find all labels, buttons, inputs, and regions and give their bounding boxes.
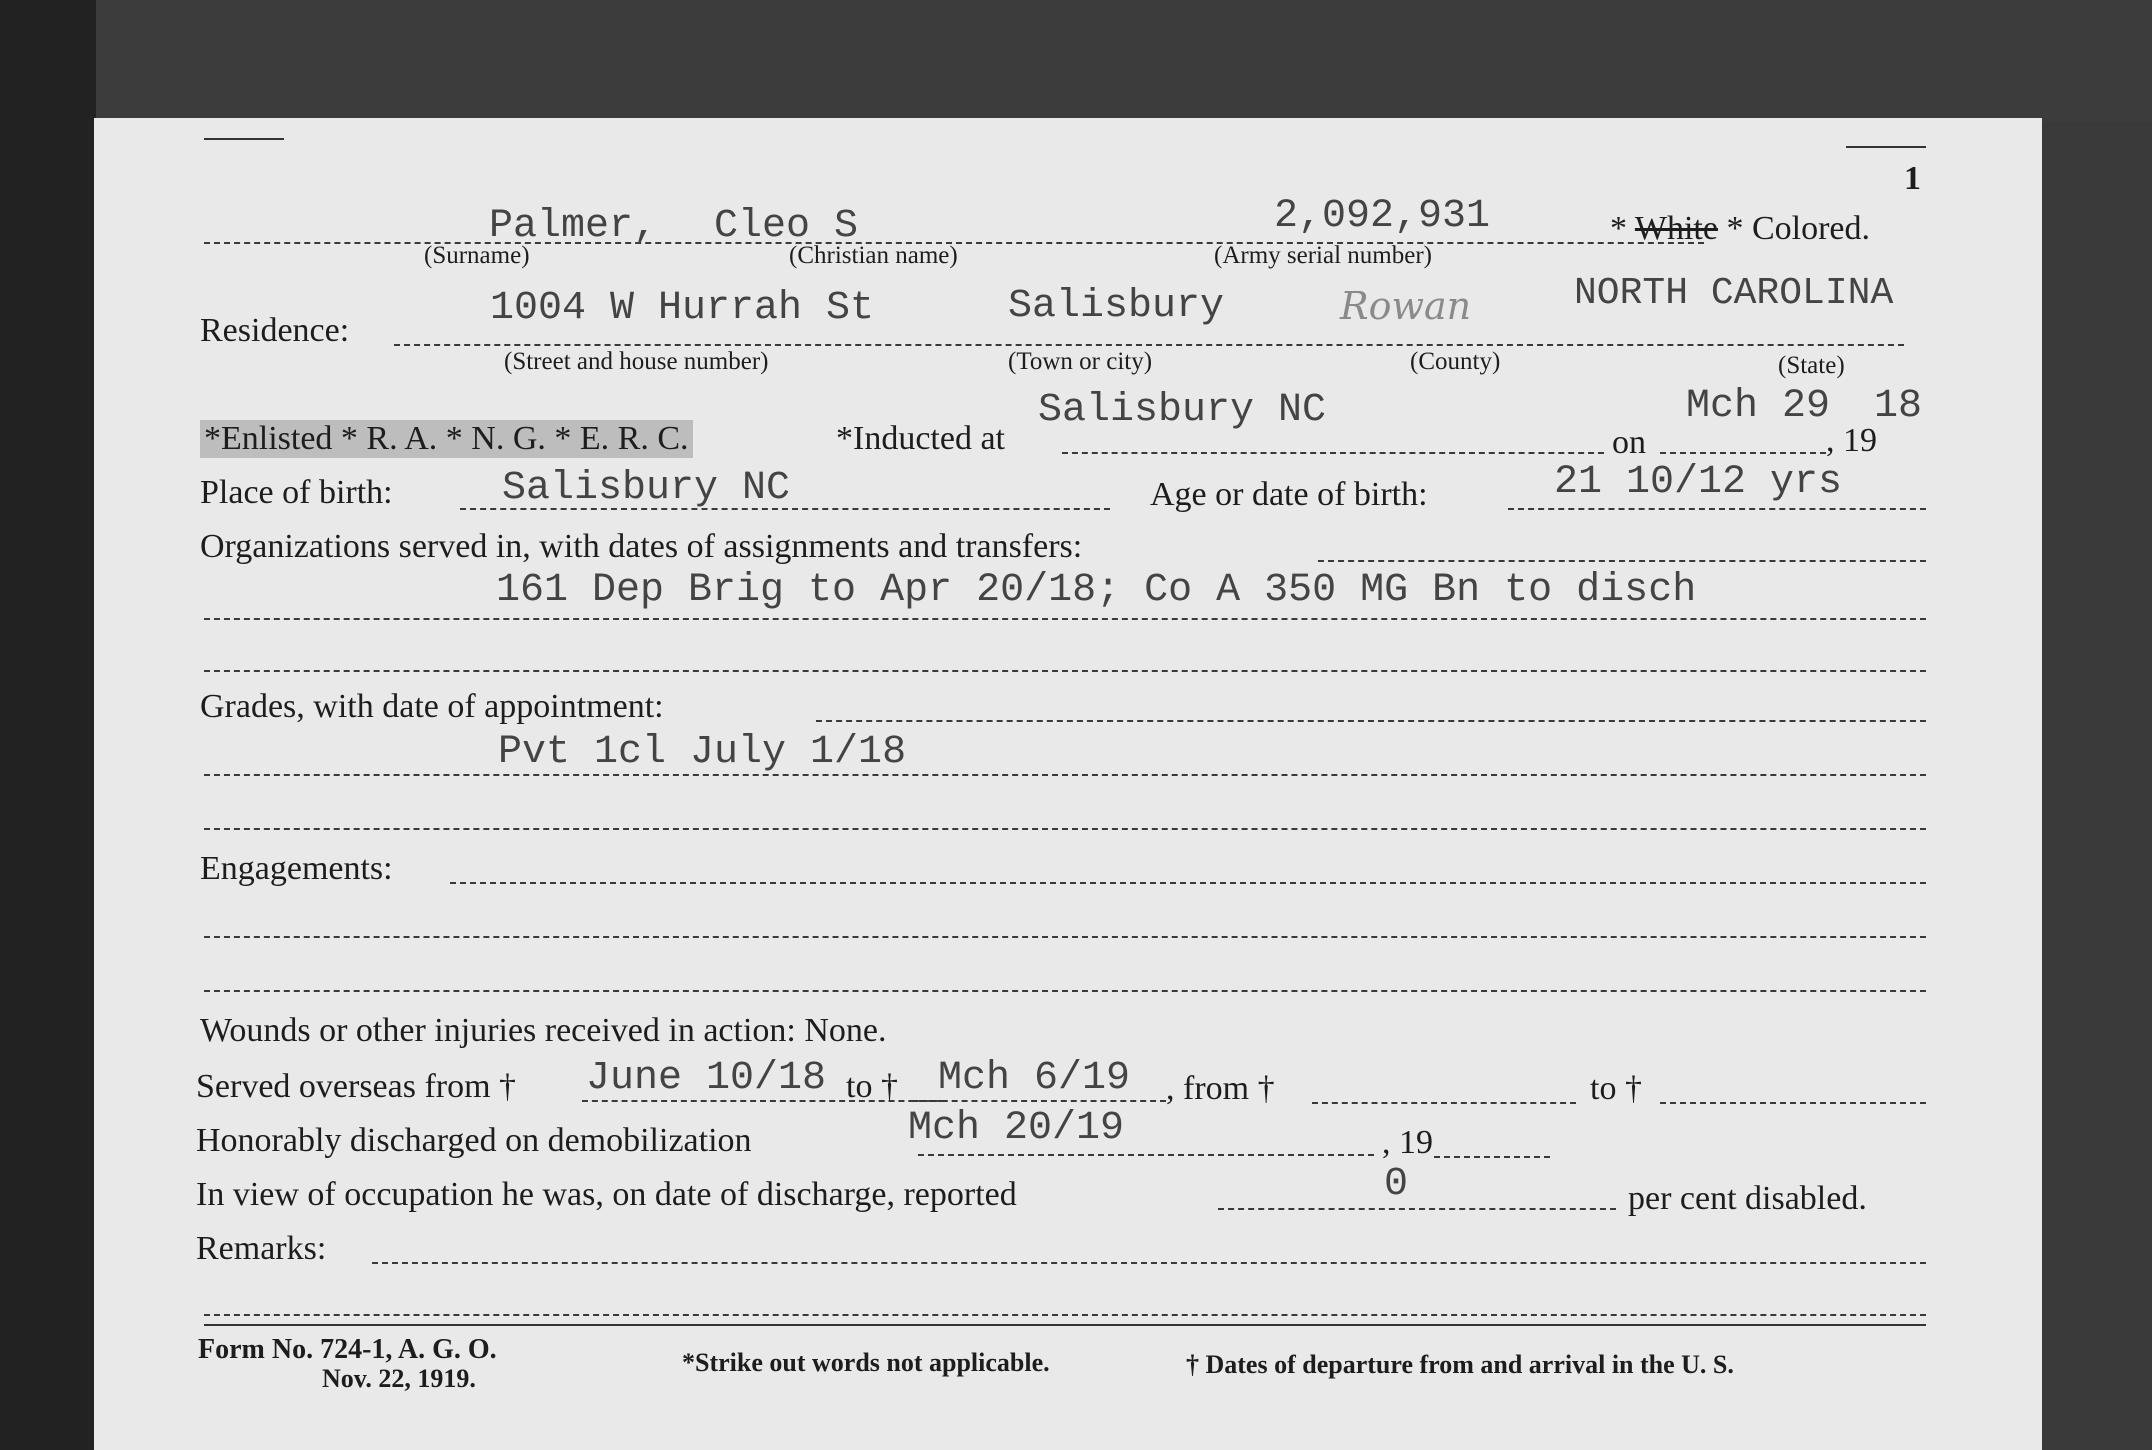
christian-name-caption: (Christian name) — [789, 242, 958, 269]
christian-name-value: Cleo S — [714, 204, 859, 249]
army-serial-number-value: 2,092,931 — [1274, 194, 1491, 239]
dates-note: † Dates of departure from and arrival in the U. S. — [1186, 1350, 1734, 1379]
age-line — [1508, 508, 1926, 510]
place-of-birth-value: Salisbury NC — [502, 466, 791, 511]
organizations-line-3 — [204, 670, 1926, 672]
overseas-from-value: June 10/18 — [586, 1056, 827, 1101]
organizations-label: Organizations served in, with dates of assignments and transfers: — [200, 528, 1083, 565]
overseas-from2-line — [1312, 1102, 1576, 1104]
overseas-to2-line — [1660, 1102, 1926, 1104]
overseas-to-label: to † — [846, 1068, 898, 1105]
organizations-line-1 — [1318, 560, 1926, 562]
discharge-date-value: Mch 20/19 — [908, 1106, 1125, 1151]
service-record-card — [94, 118, 2042, 1450]
scan-background-left — [0, 0, 96, 1450]
grades-value: Pvt 1cl July 1/18 — [498, 730, 907, 775]
county-value-handwritten: Rowan — [1340, 284, 1472, 328]
county-caption: (County) — [1410, 348, 1501, 375]
engagements-label: Engagements: — [200, 850, 393, 887]
race-star: * — [1610, 210, 1627, 247]
discharge-year-label: , 19 — [1382, 1124, 1433, 1161]
surname-caption: (Surname) — [424, 242, 530, 269]
discharge-label: Honorably discharged on demobilization — [196, 1122, 752, 1159]
corner-rule-right — [1846, 146, 1926, 148]
grades-line-1 — [816, 720, 1926, 722]
strike-out-note: *Strike out words not applicable. — [682, 1348, 1050, 1377]
residence-line — [394, 344, 1904, 346]
footer-rule — [204, 1324, 1926, 1326]
organizations-value: 161 Dep Brig to Apr 20/18; Co A 350 MG Bn to disch — [496, 568, 1697, 613]
inducted-place-value: Salisbury NC — [1038, 388, 1327, 433]
inducted-place-line — [1062, 452, 1604, 454]
grades-label: Grades, with date of appointment: — [200, 688, 664, 725]
on-label: on — [1612, 424, 1646, 461]
surname-value: Palmer, — [489, 204, 658, 249]
engagements-line-3 — [204, 990, 1926, 992]
wounds-label: Wounds or other injuries received in action: None. — [200, 1012, 887, 1049]
town-value: Salisbury — [1008, 284, 1225, 329]
state-caption: (State) — [1778, 352, 1845, 379]
remarks-line-2 — [204, 1314, 1926, 1316]
age-label: Age or date of birth: — [1150, 476, 1428, 513]
age-value: 21 10/12 yrs — [1554, 460, 1843, 505]
grades-line-3 — [204, 828, 1926, 830]
disability-label: In view of occupation he was, on date of discharge, reported — [196, 1176, 1017, 1213]
inducted-year-value: 18 — [1874, 384, 1923, 429]
engagements-line-2 — [204, 936, 1926, 938]
enlisted-options-shaded: *Enlisted * R. A. * N. G. * E. R. C. — [200, 420, 693, 458]
race-white-struck: White — [1634, 210, 1718, 247]
grades-line-2 — [204, 774, 1926, 776]
overseas-to-value: Mch 6/19 — [938, 1056, 1131, 1101]
overseas-to2-label: to † — [1590, 1070, 1642, 1107]
state-value: NORTH CAROLINA — [1574, 272, 1894, 315]
remarks-line-1 — [372, 1262, 1926, 1264]
form-date: Nov. 22, 1919. — [322, 1364, 476, 1393]
form-number: Form No. 724-1, A. G. O. — [198, 1334, 497, 1365]
organizations-line-2 — [204, 618, 1926, 620]
place-of-birth-label: Place of birth: — [200, 474, 393, 511]
disability-line — [1218, 1208, 1616, 1210]
disability-suffix: per cent disabled. — [1628, 1180, 1867, 1217]
race-colored: * Colored. — [1726, 210, 1871, 247]
street-value: 1004 W Hurrah St — [490, 286, 875, 331]
race-options — [1610, 210, 1870, 248]
card-number: 1 — [1904, 160, 1921, 197]
scan-background-top — [96, 0, 2152, 122]
discharge-line — [918, 1154, 1374, 1156]
remarks-label: Remarks: — [196, 1230, 327, 1267]
engagements-line-1 — [450, 882, 1926, 884]
discharge-year-line — [1434, 1156, 1550, 1158]
serial-caption: (Army serial number) — [1214, 242, 1432, 269]
town-caption: (Town or city) — [1008, 348, 1153, 375]
residence-label: Residence: — [200, 312, 350, 349]
disability-value: 0 — [1384, 1162, 1409, 1207]
served-overseas-label: Served overseas from † — [196, 1068, 517, 1105]
inducted-year-prefix: , 19 — [1826, 422, 1877, 459]
inducted-at-label: *Inducted at — [836, 420, 1005, 457]
inducted-date-line — [1660, 452, 1826, 454]
overseas-from2-label: , from † — [1166, 1070, 1275, 1107]
corner-rule-left — [204, 138, 284, 140]
inducted-date-value: Mch 29 — [1686, 384, 1831, 429]
street-caption: (Street and house number) — [504, 348, 769, 375]
